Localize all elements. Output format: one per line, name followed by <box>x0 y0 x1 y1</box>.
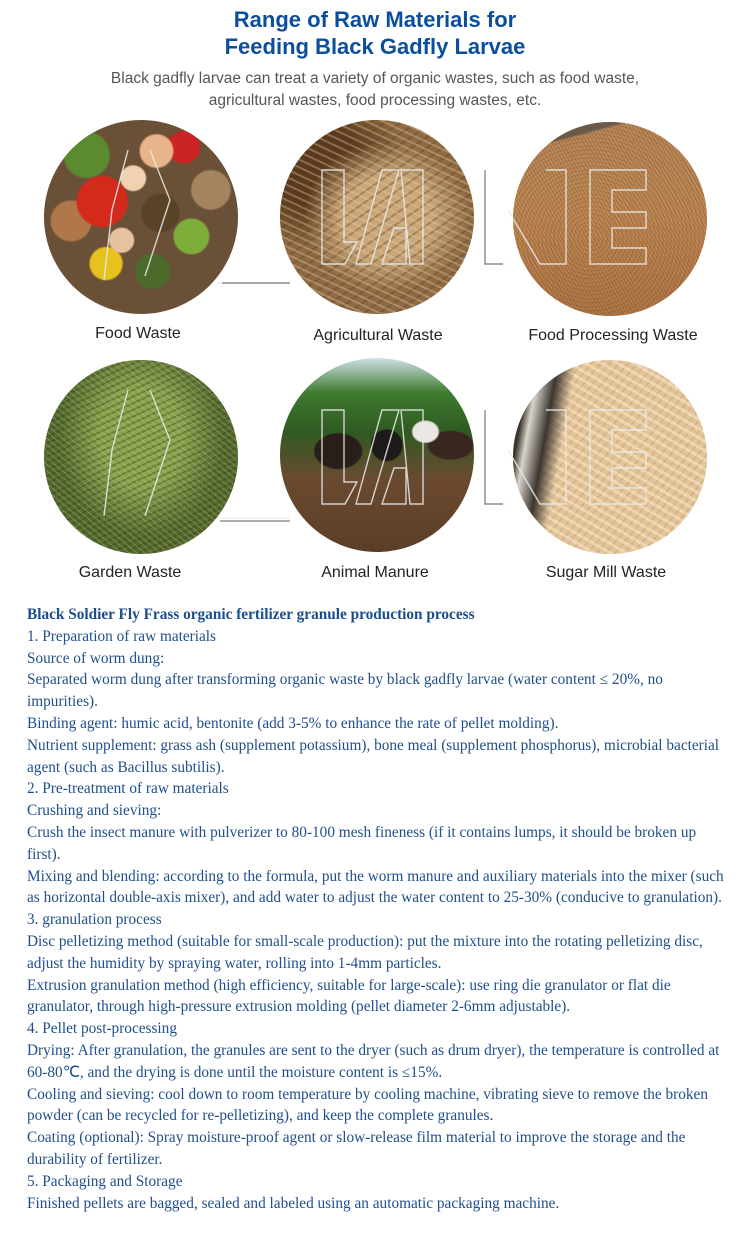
section-4-title: 4. Pellet post-processing <box>27 1020 177 1038</box>
food-processing-waste-image <box>513 122 707 316</box>
subtitle-line-2: agricultural wastes, food processing wastes, etc. <box>208 92 542 109</box>
paragraph: Nutrient supplement: grass ash (supplement potassium), bone meal (supplement phosphorus), microbial bacterial agent (such as Bacillus subtilis). <box>27 736 720 776</box>
paragraph: Coating (optional): Spray moisture-proof agent or slow-release film material to improve the storage and the durability of fertilizer. <box>27 1129 686 1168</box>
sugar-mill-waste-label: Sugar Mill Waste <box>545 564 667 581</box>
paragraph: Separated worm dung after transforming organic waste by black gadfly larvae (water content ≤ 20%, no impurities). <box>27 671 663 711</box>
agricultural-waste-label: Agricultural Waste <box>313 327 443 344</box>
food-waste-label: Food Waste <box>95 325 181 342</box>
section-5-title: 5. Packaging and Storage <box>27 1172 183 1190</box>
paragraph: Source of worm dung: <box>27 649 165 667</box>
paragraph: Disc pelletizing method (suitable for small-scale production): put the mixture into the rotating pelletizing disc, adjust the humidity by spraying water, rolling into 1-4mm particles. <box>27 932 703 972</box>
paragraph: Crushing and sieving: <box>27 802 162 820</box>
title-line-1: Range of Raw Materials for <box>233 7 517 32</box>
section-1-title: 1. Preparation of raw materials <box>27 627 217 645</box>
section-2-title: 2. Pre-treatment of raw materials <box>27 780 229 798</box>
page-title <box>0 6 750 60</box>
subtitle-line-1: Black gadfly larvae can treat a variety of organic wastes, such as food waste, <box>110 70 640 87</box>
paragraph: Crush the insect manure with pulverizer to 80-100 mesh fineness (if it contains lumps, it should be broken up first). <box>27 823 697 863</box>
sugar-mill-waste-image <box>513 360 707 554</box>
process-heading: Black Soldier Fly Frass organic fertilizer granule production process <box>27 606 475 623</box>
section-3-title: 3. granulation process <box>27 911 162 929</box>
food-waste-image <box>44 120 238 314</box>
garden-waste-image <box>44 360 238 554</box>
food-processing-waste-label: Food Processing Waste <box>528 327 698 344</box>
paragraph: Finished pellets are bagged, sealed and labeled using an automatic packaging machine. <box>27 1194 560 1212</box>
paragraph: Binding agent: humic acid, bentonite (add 3-5% to enhance the rate of pellet molding). <box>27 714 559 732</box>
paragraph: Mixing and blending: according to the formula, put the worm manure and auxiliary materials into the mixer (such as horizontal double-axis mixer), and add water to adjust the water content to 25-30% (conducive to granulation). <box>27 867 724 907</box>
animal-manure-image <box>280 358 474 552</box>
page-subtitle <box>0 68 750 112</box>
process-description <box>27 604 727 1214</box>
paragraph: Cooling and sieving: cool down to room temperature by cooling machine, vibrating sieve to remove the broken powder (can be recycled for re-pelletizing), and keep the complete granules. <box>27 1085 708 1125</box>
title-line-2: Feeding Black Gadfly Larvae <box>224 34 526 59</box>
garden-waste-label: Garden Waste <box>78 564 182 581</box>
paragraph: Extrusion granulation method (high efficiency, suitable for large-scale): use ring die granulator or flat die granulator, through high-pressure extrusion molding (pellet diameter 2-6mm adjustable). <box>27 976 671 1016</box>
agricultural-waste-image <box>280 120 474 314</box>
animal-manure-label: Animal Manure <box>321 564 429 581</box>
paragraph: Drying: After granulation, the granules are sent to the dryer (such as drum dryer), the temperature is controlled at 60-80℃, and the drying is done until the moisture content is ≤15%. <box>27 1041 720 1081</box>
